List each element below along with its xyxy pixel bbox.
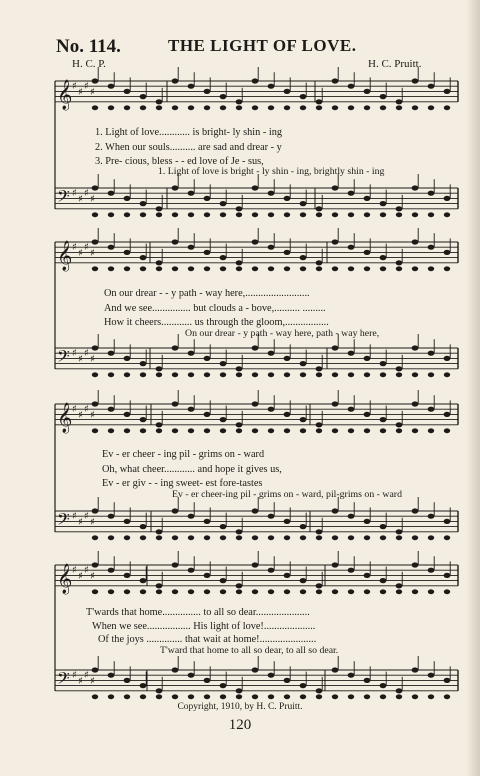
treble-staff-1-note bbox=[188, 84, 195, 89]
bass-staff-4-note bbox=[172, 667, 179, 672]
hymn-title: THE LIGHT OF LOVE. bbox=[168, 36, 357, 55]
treble-staff-4-note bbox=[364, 573, 371, 578]
svg-text:♯: ♯ bbox=[84, 670, 89, 681]
bass-staff-1-note bbox=[396, 206, 403, 211]
lyric-line-s2-v1: On our drear - - y path - way here,......................... bbox=[104, 288, 310, 299]
svg-text:♯: ♯ bbox=[90, 571, 95, 582]
treble-staff-3-note bbox=[140, 417, 147, 422]
bass-staff-2-note bbox=[300, 361, 307, 366]
treble-staff-4-note bbox=[236, 583, 243, 588]
bass-staff-2-note bbox=[92, 345, 99, 350]
svg-text:♯: ♯ bbox=[78, 87, 83, 98]
bass-staff-4-note bbox=[92, 667, 99, 672]
bass-staff-2-note bbox=[380, 361, 387, 366]
bass-staff-4-note bbox=[268, 673, 275, 678]
treble-staff-2-note bbox=[204, 250, 211, 255]
treble-staff-2-note bbox=[412, 239, 419, 244]
treble-staff-1-note bbox=[284, 89, 291, 94]
svg-text:♯: ♯ bbox=[90, 410, 95, 421]
bass-staff-1-note bbox=[268, 191, 275, 196]
treble-staff-1-note bbox=[124, 89, 131, 94]
treble-staff-2-note bbox=[108, 245, 115, 250]
bass-staff-2-note bbox=[396, 366, 403, 371]
bass-staff-3-note bbox=[332, 508, 339, 513]
treble-staff-4-note bbox=[380, 578, 387, 583]
treble-staff-4-note bbox=[92, 562, 99, 567]
bass-staff-3-note bbox=[140, 524, 147, 529]
treble-staff-1-note bbox=[236, 99, 243, 104]
treble-staff-2-note bbox=[140, 255, 147, 260]
lyric-line-s1-v2: 2. When our souls.......... are sad and drear - y bbox=[95, 142, 282, 153]
treble-staff-3-note bbox=[188, 407, 195, 412]
bass-staff-2-note bbox=[172, 345, 179, 350]
bass-staff-2-note bbox=[236, 366, 243, 371]
treble-staff-1-note bbox=[300, 94, 307, 99]
bass-staff-1-note bbox=[92, 185, 99, 190]
treble-staff-3-note bbox=[220, 417, 227, 422]
svg-text:♯: ♯ bbox=[72, 242, 77, 253]
treble-staff-2-note bbox=[316, 260, 323, 265]
svg-text:𝄢: 𝄢 bbox=[57, 668, 70, 692]
bass-staff-4-note bbox=[124, 678, 131, 683]
treble-staff-2-note bbox=[268, 245, 275, 250]
treble-staff-4-note bbox=[284, 573, 291, 578]
treble-staff-1-note bbox=[316, 99, 323, 104]
bass-staff-4-note bbox=[348, 673, 355, 678]
bass-staff-3-note bbox=[156, 529, 163, 534]
bass-staff-4-note bbox=[188, 673, 195, 678]
treble-staff-2-note bbox=[124, 250, 131, 255]
copyright-notice: Copyright, 1910, by H. C. Pruitt. bbox=[177, 702, 303, 712]
bass-staff-4-note bbox=[108, 673, 115, 678]
treble-staff-3-note bbox=[108, 407, 115, 412]
music-composer: H. C. Pruitt. bbox=[368, 58, 422, 70]
treble-staff-3-note bbox=[236, 422, 243, 427]
svg-text:♯: ♯ bbox=[84, 242, 89, 253]
bass-staff-2-note bbox=[268, 351, 275, 356]
treble-staff-2-note bbox=[364, 250, 371, 255]
treble-staff-4-note bbox=[396, 583, 403, 588]
bass-staff-3-note bbox=[220, 524, 227, 529]
bass-staff-1-note bbox=[220, 201, 227, 206]
svg-text:♯: ♯ bbox=[84, 348, 89, 359]
svg-text:♯: ♯ bbox=[78, 194, 83, 205]
svg-text:♯: ♯ bbox=[78, 248, 83, 259]
bass-staff-4-note bbox=[380, 683, 387, 688]
lyric-line-s3-v1: Ev - er cheer - ing pil - grims on - ward bbox=[102, 449, 265, 460]
bass-staff-3-note bbox=[124, 519, 131, 524]
treble-staff-2-note bbox=[380, 255, 387, 260]
bass-staff-1-note bbox=[236, 206, 243, 211]
bass-staff-1-note bbox=[252, 185, 259, 190]
bass-staff-3-note bbox=[92, 508, 99, 513]
treble-staff-2-note bbox=[284, 250, 291, 255]
bass-staff-3-note bbox=[396, 529, 403, 534]
bass-staff-1-note bbox=[108, 191, 115, 196]
treble-staff-2-note bbox=[444, 250, 451, 255]
bass-staff-3-note bbox=[300, 524, 307, 529]
bass-staff-4-note bbox=[204, 678, 211, 683]
treble-staff-4-note bbox=[156, 583, 163, 588]
svg-text:♯: ♯ bbox=[72, 670, 77, 681]
bass-staff-2-note bbox=[364, 356, 371, 361]
treble-staff-3-note bbox=[156, 422, 163, 427]
treble-staff-3-note bbox=[172, 401, 179, 406]
bass-staff-4-note bbox=[220, 683, 227, 688]
bass-staff-4-note bbox=[236, 688, 243, 693]
bass-staff-2-note bbox=[316, 366, 323, 371]
lyric-line-s4-v3: Of the joys .............. that wait at home!...................... bbox=[98, 634, 317, 645]
page-number: 120 bbox=[228, 717, 252, 733]
bass-staff-3-note bbox=[428, 514, 435, 519]
lyric-line-s1-chorus: 1. Light of love is bright - ly shin - ing, brightly shin - ing bbox=[158, 166, 385, 177]
bass-staff-2-note bbox=[252, 345, 259, 350]
svg-text:♯: ♯ bbox=[84, 404, 89, 415]
bass-staff-4-note bbox=[412, 667, 419, 672]
treble-staff-1-note bbox=[204, 89, 211, 94]
bass-staff-2-note bbox=[188, 351, 195, 356]
bass-staff-1-note bbox=[140, 201, 147, 206]
bass-staff-4-note bbox=[396, 688, 403, 693]
svg-text:♯: ♯ bbox=[72, 81, 77, 92]
treble-staff-4-note bbox=[188, 568, 195, 573]
lyric-line-s2-v3: How it cheers............ us through the gloom,................. bbox=[104, 317, 329, 328]
bass-staff-1-note bbox=[124, 196, 131, 201]
treble-staff-3-note bbox=[444, 412, 451, 417]
treble-staff-4-note bbox=[204, 573, 211, 578]
treble-staff-1-note bbox=[252, 78, 259, 83]
treble-staff-1-note bbox=[220, 94, 227, 99]
bass-staff-2-note bbox=[348, 351, 355, 356]
treble-staff-4-note bbox=[140, 578, 147, 583]
treble-staff-4-note bbox=[348, 568, 355, 573]
lyric-line-s1-v1: 1. Light of love............ is bright- ly shin - ing bbox=[95, 127, 283, 138]
bass-staff-3-note bbox=[268, 514, 275, 519]
bass-staff-2-note bbox=[204, 356, 211, 361]
svg-text:𝄢: 𝄢 bbox=[57, 509, 70, 533]
bass-staff-1-note bbox=[428, 191, 435, 196]
lyric-line-s3-v2: Oh, what cheer............ and hope it gives us, bbox=[102, 464, 282, 475]
bass-staff-2-note bbox=[428, 351, 435, 356]
bass-staff-3-note bbox=[284, 519, 291, 524]
svg-text:♯: ♯ bbox=[72, 188, 77, 199]
treble-staff-2-note bbox=[188, 245, 195, 250]
bass-staff-2-note bbox=[140, 361, 147, 366]
bass-staff-1-note bbox=[348, 191, 355, 196]
treble-staff-1-note bbox=[140, 94, 147, 99]
treble-staff-2-note bbox=[396, 260, 403, 265]
treble-staff-3-note bbox=[332, 401, 339, 406]
treble-staff-3-note bbox=[268, 407, 275, 412]
treble-staff-4-note bbox=[268, 568, 275, 573]
bass-staff-3-note bbox=[172, 508, 179, 513]
treble-staff-1-note bbox=[396, 99, 403, 104]
treble-staff-2-note bbox=[428, 245, 435, 250]
treble-staff-3-note bbox=[316, 422, 323, 427]
svg-text:♯: ♯ bbox=[78, 410, 83, 421]
treble-staff-3-note bbox=[348, 407, 355, 412]
svg-text:♯: ♯ bbox=[90, 87, 95, 98]
treble-staff-2-note bbox=[236, 260, 243, 265]
svg-text:♯: ♯ bbox=[78, 354, 83, 365]
bass-staff-3-note bbox=[188, 514, 195, 519]
treble-staff-1-note bbox=[108, 84, 115, 89]
treble-staff-2-note bbox=[300, 255, 307, 260]
treble-staff-3-note bbox=[284, 412, 291, 417]
bass-staff-4-note bbox=[252, 667, 259, 672]
svg-text:♯: ♯ bbox=[78, 676, 83, 687]
svg-text:♯: ♯ bbox=[72, 404, 77, 415]
bass-staff-1-note bbox=[284, 196, 291, 201]
bass-staff-1-note bbox=[380, 201, 387, 206]
treble-staff-3-note bbox=[428, 407, 435, 412]
svg-text:♯: ♯ bbox=[72, 348, 77, 359]
svg-text:♯: ♯ bbox=[78, 571, 83, 582]
treble-staff-3-note bbox=[204, 412, 211, 417]
lyric-line-s4-v1: T'wards that home............... to all so dear..................... bbox=[86, 607, 310, 618]
svg-text:𝄞: 𝄞 bbox=[57, 403, 73, 433]
bass-staff-4-note bbox=[428, 673, 435, 678]
bass-staff-1-note bbox=[444, 196, 451, 201]
treble-staff-1-note bbox=[444, 89, 451, 94]
treble-staff-4-note bbox=[444, 573, 451, 578]
bass-staff-2-note bbox=[156, 366, 163, 371]
treble-staff-3-note bbox=[124, 412, 131, 417]
bass-staff-2-note bbox=[220, 361, 227, 366]
svg-text:♯: ♯ bbox=[84, 81, 89, 92]
lyric-line-s4-chorus: T'ward that home to all so dear, to all so dear. bbox=[160, 645, 339, 656]
bass-staff-2-note bbox=[332, 345, 339, 350]
svg-text:♯: ♯ bbox=[90, 517, 95, 528]
svg-text:♯: ♯ bbox=[90, 194, 95, 205]
treble-staff-3-note bbox=[252, 401, 259, 406]
bass-staff-2-note bbox=[412, 345, 419, 350]
bass-staff-3-note bbox=[412, 508, 419, 513]
bass-staff-1-note bbox=[332, 185, 339, 190]
treble-staff-4-note bbox=[172, 562, 179, 567]
bass-staff-4-note bbox=[332, 667, 339, 672]
treble-staff-3-note bbox=[412, 401, 419, 406]
treble-staff-1-note bbox=[380, 94, 387, 99]
bass-staff-3-note bbox=[252, 508, 259, 513]
bass-staff-3-note bbox=[380, 524, 387, 529]
treble-staff-2-note bbox=[156, 260, 163, 265]
bass-staff-3-note bbox=[108, 514, 115, 519]
svg-text:♯: ♯ bbox=[72, 511, 77, 522]
bass-staff-2-note bbox=[108, 351, 115, 356]
bass-staff-4-note bbox=[364, 678, 371, 683]
bass-staff-3-note bbox=[444, 519, 451, 524]
lyric-line-s3-chorus: Ev - er cheer-ing pil - grims on - ward, pil-grims on - ward bbox=[172, 489, 402, 500]
bass-staff-3-note bbox=[204, 519, 211, 524]
svg-text:𝄞: 𝄞 bbox=[57, 564, 73, 594]
treble-staff-1-note bbox=[268, 84, 275, 89]
treble-staff-1-note bbox=[92, 78, 99, 83]
treble-staff-2-note bbox=[220, 255, 227, 260]
treble-staff-4-note bbox=[316, 583, 323, 588]
bass-staff-1-note bbox=[188, 191, 195, 196]
bass-staff-4-note bbox=[140, 683, 147, 688]
bass-staff-1-note bbox=[364, 196, 371, 201]
bass-staff-4-note bbox=[444, 678, 451, 683]
bass-staff-3-note bbox=[316, 529, 323, 534]
treble-staff-1-note bbox=[156, 99, 163, 104]
treble-staff-1-note bbox=[348, 84, 355, 89]
bass-staff-2-note bbox=[284, 356, 291, 361]
treble-staff-1-note bbox=[364, 89, 371, 94]
bass-staff-4-note bbox=[300, 683, 307, 688]
treble-staff-1-note bbox=[332, 78, 339, 83]
bass-staff-1-note bbox=[172, 185, 179, 190]
treble-staff-2-note bbox=[348, 245, 355, 250]
svg-text:♯: ♯ bbox=[84, 565, 89, 576]
bass-staff-4-note bbox=[284, 678, 291, 683]
treble-staff-2-note bbox=[332, 239, 339, 244]
treble-staff-2-note bbox=[92, 239, 99, 244]
bass-staff-3-note bbox=[364, 519, 371, 524]
bass-staff-1-note bbox=[204, 196, 211, 201]
bass-staff-3-note bbox=[348, 514, 355, 519]
lyric-line-s3-v3: Ev - er giv - - ing sweet- est fore-tastes bbox=[102, 478, 263, 489]
treble-staff-2-note bbox=[252, 239, 259, 244]
svg-text:𝄞: 𝄞 bbox=[57, 241, 73, 271]
hymn-number: No. 114. bbox=[56, 36, 121, 57]
svg-text:♯: ♯ bbox=[90, 676, 95, 687]
svg-text:𝄢: 𝄢 bbox=[57, 186, 70, 210]
bass-staff-2-note bbox=[124, 356, 131, 361]
treble-staff-1-note bbox=[172, 78, 179, 83]
treble-staff-3-note bbox=[380, 417, 387, 422]
treble-staff-4-note bbox=[412, 562, 419, 567]
treble-staff-3-note bbox=[300, 417, 307, 422]
words-author: H. C. P. bbox=[72, 58, 106, 70]
treble-staff-3-note bbox=[364, 412, 371, 417]
svg-text:♯: ♯ bbox=[90, 354, 95, 365]
treble-staff-4-note bbox=[332, 562, 339, 567]
svg-text:𝄞: 𝄞 bbox=[57, 80, 73, 110]
bass-staff-1-note bbox=[412, 185, 419, 190]
treble-staff-3-note bbox=[92, 401, 99, 406]
bass-staff-2-note bbox=[444, 356, 451, 361]
bass-staff-3-note bbox=[236, 529, 243, 534]
bass-staff-1-note bbox=[300, 201, 307, 206]
bass-staff-4-note bbox=[316, 688, 323, 693]
lyric-line-s4-v2: When we see................. His light of love!.................... bbox=[92, 621, 316, 632]
treble-staff-4-note bbox=[108, 568, 115, 573]
treble-staff-4-note bbox=[428, 568, 435, 573]
treble-staff-4-note bbox=[124, 573, 131, 578]
lyric-line-s2-chorus: On our drear - y path - way here, path - way here, bbox=[185, 328, 380, 339]
svg-text:♯: ♯ bbox=[84, 511, 89, 522]
bass-staff-1-note bbox=[156, 206, 163, 211]
lyric-line-s2-v2: And we see............... but clouds a - bove,.......... ......... bbox=[104, 303, 326, 314]
svg-text:𝄢: 𝄢 bbox=[57, 346, 70, 370]
bass-staff-4-note bbox=[156, 688, 163, 693]
treble-staff-2-note bbox=[172, 239, 179, 244]
svg-text:♯: ♯ bbox=[72, 565, 77, 576]
lyric-line-s1-v3: 3. Pre- cious, bless - - ed love of Je - sus, bbox=[95, 156, 264, 167]
svg-text:♯: ♯ bbox=[90, 248, 95, 259]
treble-staff-4-note bbox=[252, 562, 259, 567]
treble-staff-4-note bbox=[220, 578, 227, 583]
treble-staff-3-note bbox=[396, 422, 403, 427]
svg-text:♯: ♯ bbox=[78, 517, 83, 528]
treble-staff-4-note bbox=[300, 578, 307, 583]
svg-text:♯: ♯ bbox=[84, 188, 89, 199]
treble-staff-1-note bbox=[428, 84, 435, 89]
bass-staff-1-note bbox=[316, 206, 323, 211]
treble-staff-1-note bbox=[412, 78, 419, 83]
